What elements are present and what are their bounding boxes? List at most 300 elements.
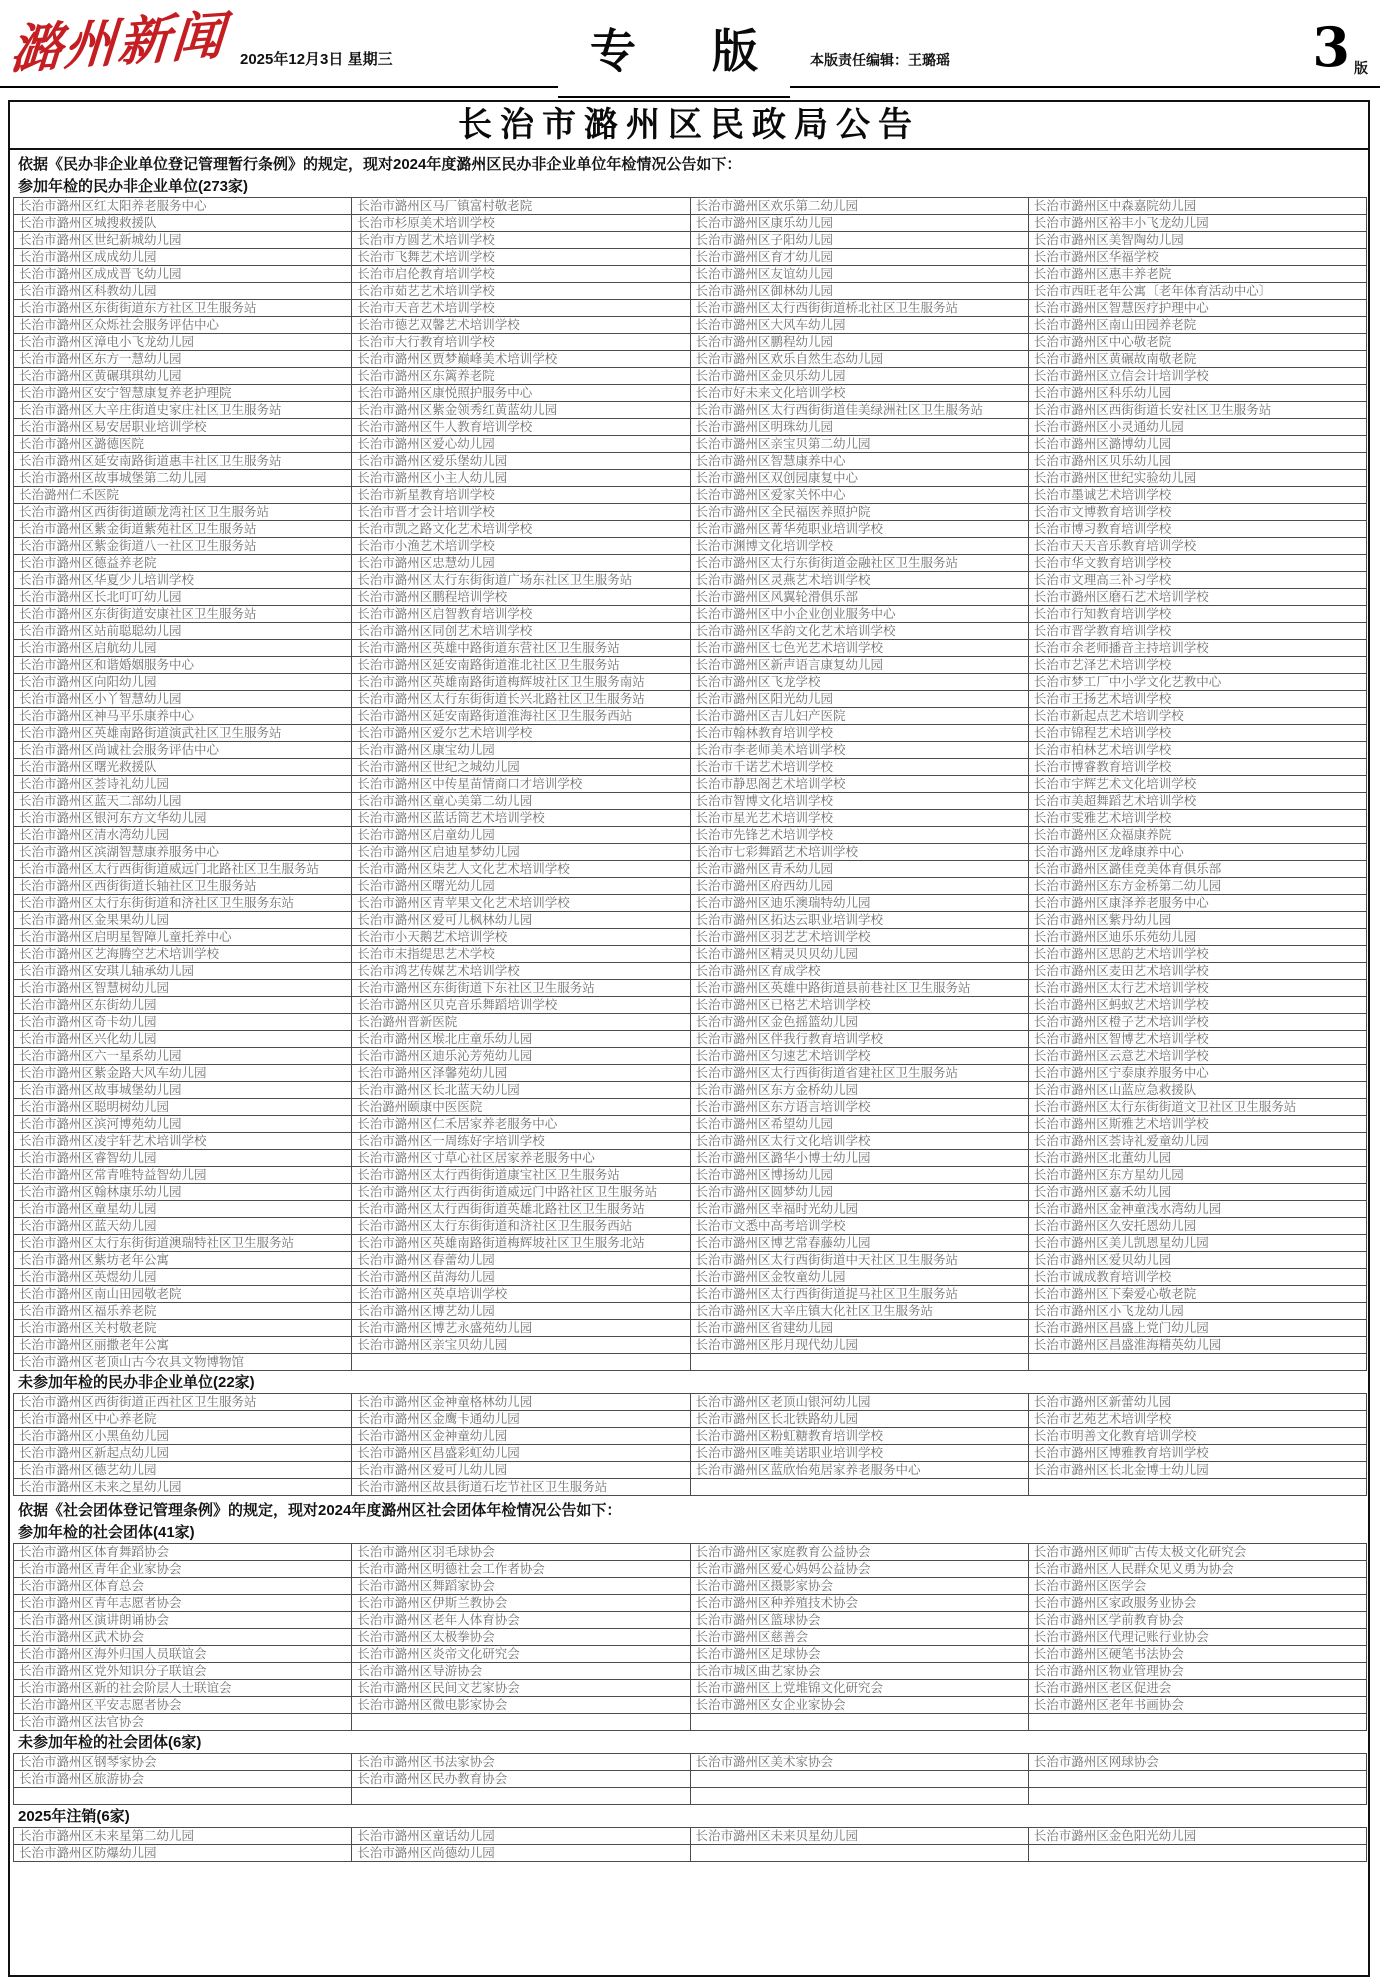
table-cell: 长治市潞州区仁禾居家养老服务中心 — [352, 1116, 690, 1133]
table-cell: 长治市潞州区龙峰康养中心 — [1028, 844, 1366, 861]
table-cell: 长治市潞州区师旷古传太极文化研究会 — [1028, 1544, 1366, 1561]
table-cell: 长治市潞州区迪乐乐苑幼儿园 — [1028, 929, 1366, 946]
table-cell: 长治市潞州区北董幼儿园 — [1028, 1150, 1366, 1167]
table-row — [14, 946, 1367, 963]
table-row — [14, 555, 1367, 572]
table-row — [14, 1428, 1367, 1445]
table-cell: 长治市晋学教育培训学校 — [1028, 623, 1366, 640]
table-cell: 长治市潞州区安琪儿轴承幼儿园 — [14, 963, 352, 980]
table-cell: 长治市潞州区蚂蚁艺术培训学校 — [1028, 997, 1366, 1014]
table-cell: 长治市墨诚艺术培训学校 — [1028, 487, 1366, 504]
table-shetuan-unchecked — [13, 1753, 1367, 1805]
table-cell: 长治市潞州区紫金街道八一社区卫生服务站 — [14, 538, 352, 555]
table-row — [14, 1235, 1367, 1252]
table-cell: 长治市先锋艺术培训学校 — [690, 827, 1028, 844]
table-cell: 长治市潞州区党外知识分子联谊会 — [14, 1663, 352, 1680]
table-cell: 长治市余老师播音主持培训学校 — [1028, 640, 1366, 657]
table-cell: 长治市潞州区老年书画协会 — [1028, 1697, 1366, 1714]
table-cell: 长治市潞州区久安托恩幼儿园 — [1028, 1218, 1366, 1235]
table-cell: 长治市潞州区未来贝星幼儿园 — [690, 1828, 1028, 1845]
table-cell: 长治市潞州区紫坊老年公寓 — [14, 1252, 352, 1269]
table-cell: 长治市潞州区大风车幼儿园 — [690, 317, 1028, 334]
table-cell — [1028, 1771, 1366, 1788]
table-cell: 长治市宇辉艺术文化培训学校 — [1028, 776, 1366, 793]
table-cell: 长治市潞州区欢乐第二幼儿园 — [690, 198, 1028, 215]
table-cell: 长治市潞州区英雄中路街道县前巷社区卫生服务站 — [690, 980, 1028, 997]
table-cell: 长治市好未来文化培训学校 — [690, 385, 1028, 402]
table-cell: 长治市潞州区蓝话筒艺术培训学校 — [352, 810, 690, 827]
table-cell: 长治市潞州区尚德幼儿园 — [352, 1845, 690, 1862]
table-cell: 长治市博睿教育培训学校 — [1028, 759, 1366, 776]
table-cell: 长治市潞州区云意艺术培训学校 — [1028, 1048, 1366, 1065]
table-row — [14, 1116, 1367, 1133]
table-row — [14, 640, 1367, 657]
table-cell: 长治市潞州区故事城堡幼儿园 — [14, 1082, 352, 1099]
table-row — [14, 1462, 1367, 1479]
table-row — [14, 1845, 1367, 1862]
table-cell: 长治市潞州区希望幼儿园 — [690, 1116, 1028, 1133]
table-row — [14, 317, 1367, 334]
table-cell: 长治市潞州区启童幼儿园 — [352, 827, 690, 844]
table-cell: 长治市潞州区太行西街街道威远门北路社区卫生服务站 — [14, 861, 352, 878]
table-cell: 长治市潞州区长北铁路幼儿园 — [690, 1411, 1028, 1428]
table-cell: 长治市潞州区凌宇轩艺术培训学校 — [14, 1133, 352, 1150]
table-cell: 长治潞州晋新医院 — [352, 1014, 690, 1031]
table-row — [14, 1354, 1367, 1371]
table-cell: 长治市潞州区太行东街街道长兴北路社区卫生服务站 — [352, 691, 690, 708]
table-cell: 长治市潞州区新声语言康复幼儿园 — [690, 657, 1028, 674]
table-cell: 长治市王扬艺术培训学校 — [1028, 691, 1366, 708]
table-cell: 长治市潞州区华韵文化艺术培训学校 — [690, 623, 1028, 640]
table-cell: 长治市潞州区众福康养院 — [1028, 827, 1366, 844]
table-row — [14, 1788, 1367, 1805]
table-cell: 长治市潞州区美术家协会 — [690, 1754, 1028, 1771]
table-cell: 长治市潞州区德益养老院 — [14, 555, 352, 572]
table-cell: 长治市潞州区福乐养老院 — [14, 1303, 352, 1320]
table-row — [14, 453, 1367, 470]
table-cell: 长治市潞州区女企业家协会 — [690, 1697, 1028, 1714]
table-cell: 长治市潞州区羽艺艺术培训学校 — [690, 929, 1028, 946]
table-cell: 长治市潞州区友谊幼儿园 — [690, 266, 1028, 283]
table-cell: 长治市潞州区金神童格林幼儿园 — [352, 1394, 690, 1411]
table-cell: 长治市潞州区金色阳光幼儿园 — [1028, 1828, 1366, 1845]
table-cell: 长治市潞州区和谐婚姻服务中心 — [14, 657, 352, 674]
table-cell: 长治市潞州区智慧康养中心 — [690, 453, 1028, 470]
table-cell: 长治市潞州区爱心幼儿园 — [352, 436, 690, 453]
table-cell: 长治市西旺老年公寓〔老年体育活动中心〕 — [1028, 283, 1366, 300]
table-cell: 长治市潞州区太行西街街道康宝社区卫生服务站 — [352, 1167, 690, 1184]
table-cell: 长治市潞州区明珠幼儿园 — [690, 419, 1028, 436]
table-cell: 长治市潞州区紫金街道紫苑社区卫生服务站 — [14, 521, 352, 538]
table-cell: 长治市潞州区成成晋飞幼儿园 — [14, 266, 352, 283]
table-cell: 长治市潞州区法官协会 — [14, 1714, 352, 1731]
table-cell: 长治潞州仁禾医院 — [14, 487, 352, 504]
table-cell: 长治市潞州区童话幼儿园 — [352, 1828, 690, 1845]
table-row — [14, 1082, 1367, 1099]
table-cell: 长治市晋才会计培训学校 — [352, 504, 690, 521]
table-row — [14, 232, 1367, 249]
table-cell: 长治市潞州区圆梦幼儿园 — [690, 1184, 1028, 1201]
table-cell: 长治市潞州区爱乐堡幼儿园 — [352, 453, 690, 470]
table-row — [14, 742, 1367, 759]
table-cell: 长治市潞州区站前聪聪幼儿园 — [14, 623, 352, 640]
table-cell: 长治市潞州区英雄南路街道演武社区卫生服务站 — [14, 725, 352, 742]
table-cell: 长治市潞州区上党堆锦文化研究会 — [690, 1680, 1028, 1697]
table-cell: 长治市潞州区磨石艺术培训学校 — [1028, 589, 1366, 606]
table-cell: 长治市潞州区康宝幼儿园 — [352, 742, 690, 759]
table-cell: 长治市潞州区康乐幼儿园 — [690, 215, 1028, 232]
table-cell: 长治市潞州区柒艺人文化艺术培训学校 — [352, 861, 690, 878]
table-cancelled-2025 — [13, 1827, 1367, 1862]
table-cell: 长治市潞州区老年人体育协会 — [352, 1612, 690, 1629]
table-cell: 长治市潞州区延安南路街道惠丰社区卫生服务站 — [14, 453, 352, 470]
table-cell: 长治市潞州区平安志愿者协会 — [14, 1697, 352, 1714]
table-row — [14, 1184, 1367, 1201]
table-cell: 长治市潞州区青年志愿者协会 — [14, 1595, 352, 1612]
table-cell: 长治市静思阁艺术培训学校 — [690, 776, 1028, 793]
table-cell: 长治市潞州区博艺永盛苑幼儿园 — [352, 1320, 690, 1337]
table-cell: 长治市潞州区漳电小飞龙幼儿园 — [14, 334, 352, 351]
table-cell: 长治市潞州区拓达云职业培训学校 — [690, 912, 1028, 929]
table-cell: 长治市潞州区故县街道石圪节社区卫生服务站 — [352, 1479, 690, 1496]
table-cell: 长治市潞州区蓝欣怡苑居家养老服务中心 — [690, 1462, 1028, 1479]
table-cell: 长治市城区曲艺家协会 — [690, 1663, 1028, 1680]
table-cell: 长治市潞州区双创园康复中心 — [690, 470, 1028, 487]
table-row — [14, 1663, 1367, 1680]
table-cell: 长治市潞州区博扬幼儿园 — [690, 1167, 1028, 1184]
table-cell: 长治市潞州区太行东街街道和济社区卫生服务西站 — [352, 1218, 690, 1235]
table-row — [14, 521, 1367, 538]
table-cell: 长治市潞州区启明星智障儿童托养中心 — [14, 929, 352, 946]
table-cell: 长治市潞州区斯雅艺术培训学校 — [1028, 1116, 1366, 1133]
table-cell: 长治市潞州区鹏程培训学校 — [352, 589, 690, 606]
table-cell: 长治市潞州区演讲朗诵协会 — [14, 1612, 352, 1629]
table-cell: 长治市鸿艺传媒艺术培训学校 — [352, 963, 690, 980]
table-cell: 长治市潞州区金贝乐幼儿园 — [690, 368, 1028, 385]
table-cell: 长治市潞州区东方语言培训学校 — [690, 1099, 1028, 1116]
table-cell — [352, 1714, 690, 1731]
table-cell: 长治市华文教育培训学校 — [1028, 555, 1366, 572]
table-cell: 长治市潞州区武术协会 — [14, 1629, 352, 1646]
table-cell: 长治市潞州区裕丰小飞龙幼儿园 — [1028, 215, 1366, 232]
table-cell: 长治市潞州区爱可儿幼儿园 — [352, 1462, 690, 1479]
table-cell: 长治市潞州区金神童浅水湾幼儿园 — [1028, 1201, 1366, 1218]
table-cell: 长治市潞州区家庭教育公益协会 — [690, 1544, 1028, 1561]
table-cell: 长治市潞州区阳光幼儿园 — [690, 691, 1028, 708]
table-cell: 长治市潞州区荟诗礼爱童幼儿园 — [1028, 1133, 1366, 1150]
table-cell: 长治市潞州区思韵艺术培训学校 — [1028, 946, 1366, 963]
table-cell: 长治市潞州区太行艺术培训学校 — [1028, 980, 1366, 997]
table-row — [14, 895, 1367, 912]
table-cell: 长治市潞州区防爆幼儿园 — [14, 1845, 352, 1862]
table-cell: 长治市潞州区滨湖智慧康养服务中心 — [14, 844, 352, 861]
table-cell: 长治市潞州区博艺常春藤幼儿园 — [690, 1235, 1028, 1252]
table-cell: 长治市梦工厂中小学文化艺教中心 — [1028, 674, 1366, 691]
table-cell — [1028, 1354, 1366, 1371]
table-cell: 长治市潞州区小黑鱼幼儿园 — [14, 1428, 352, 1445]
table-cell: 长治市潞州区粉虹糖教育培训学校 — [690, 1428, 1028, 1445]
table-row — [14, 1269, 1367, 1286]
table-cell: 长治市柏林艺术培训学校 — [1028, 742, 1366, 759]
table-cell: 长治市潞州区迪乐澳瑞特幼儿园 — [690, 895, 1028, 912]
table-cell: 长治市潞州区旅游协会 — [14, 1771, 352, 1788]
table-cell: 长治市潞州区慈善会 — [690, 1629, 1028, 1646]
table-cell: 长治市潞州区足球协会 — [690, 1646, 1028, 1663]
table-row — [14, 1771, 1367, 1788]
table-cell: 长治市凯之路文化艺术培训学校 — [352, 521, 690, 538]
table-cell: 长治市潞州区世纪新城幼儿园 — [14, 232, 352, 249]
table-cell: 长治市潞州区青禾幼儿园 — [690, 861, 1028, 878]
table-cell: 长治市美超舞蹈艺术培训学校 — [1028, 793, 1366, 810]
table-cell: 长治市潞州区南山田园养老院 — [1028, 317, 1366, 334]
table-cell: 长治市潞州区金果果幼儿园 — [14, 912, 352, 929]
table-cell: 长治市潞州区彤月现代幼儿园 — [690, 1337, 1028, 1354]
table-cell: 长治市潞州区黄碾故南敬老院 — [1028, 351, 1366, 368]
table-cell: 长治市潞州区延安南路街道淮北社区卫生服务站 — [352, 657, 690, 674]
table-cell: 长治市潞州区东方金桥幼儿园 — [690, 1082, 1028, 1099]
table-cell: 长治市潞州区下秦爱心敬老院 — [1028, 1286, 1366, 1303]
table-cell: 长治市潞州区宁泰康养服务中心 — [1028, 1065, 1366, 1082]
table-cell: 长治市潞州区迪乐沁芳苑幼儿园 — [352, 1048, 690, 1065]
table-cell — [1028, 1845, 1366, 1862]
table-cell — [1028, 1479, 1366, 1496]
table-cell: 长治市潞州区曙光幼儿园 — [352, 878, 690, 895]
table-row — [14, 674, 1367, 691]
table-shetuan-checked — [13, 1543, 1367, 1731]
table-row — [14, 504, 1367, 521]
table-cell: 长治市潞州区易安居职业培训学校 — [14, 419, 352, 436]
table-cell: 长治市潞州区太行西街街道佳美绿洲社区卫生服务站 — [690, 402, 1028, 419]
table-cell: 长治市杉原美术培训学校 — [352, 215, 690, 232]
table-row — [14, 912, 1367, 929]
table-cell: 长治市潞州区科乐幼儿园 — [1028, 385, 1366, 402]
table-cell: 长治市潞州区灵燕艺术培训学校 — [690, 572, 1028, 589]
table-cell: 长治市潞州区英雄南路街道梅辉坡社区卫生服务南站 — [352, 674, 690, 691]
table-row — [14, 725, 1367, 742]
table-cell — [690, 1771, 1028, 1788]
table-cell: 长治市潞州区嘉禾幼儿园 — [1028, 1184, 1366, 1201]
table-cell: 长治市潞州区康泽养老服务中心 — [1028, 895, 1366, 912]
table-cell: 长治市潞州区兴化幼儿园 — [14, 1031, 352, 1048]
table-row — [14, 657, 1367, 674]
table-cell: 长治市渊博文化培训学校 — [690, 538, 1028, 555]
table-cell — [1028, 1788, 1366, 1805]
table-row — [14, 249, 1367, 266]
table-cell: 长治市潞州区省建幼儿园 — [690, 1320, 1028, 1337]
table-cell: 长治市潞州区华福学校 — [1028, 249, 1366, 266]
table-row — [14, 1629, 1367, 1646]
table-cell: 长治市潞州区爱贝幼儿园 — [1028, 1252, 1366, 1269]
table-cell: 长治市大行教育培训学校 — [352, 334, 690, 351]
table-row — [14, 283, 1367, 300]
table-cell: 长治市潞州区紫金领秀红黄蓝幼儿园 — [352, 402, 690, 419]
table-cell: 长治市潞州区安宁智慧康复养老护理院 — [14, 385, 352, 402]
table-row — [14, 1561, 1367, 1578]
table-cell: 长治市潞州区东篱养老院 — [352, 368, 690, 385]
table-cell: 长治市潞州区潞博幼儿园 — [1028, 436, 1366, 453]
table-row — [14, 878, 1367, 895]
table-row — [14, 1167, 1367, 1184]
table-cell: 长治市潞州区匀速艺术培训学校 — [690, 1048, 1028, 1065]
table-cell: 长治市潞州区德艺幼儿园 — [14, 1462, 352, 1479]
table-row — [14, 368, 1367, 385]
table-cell: 长治市潞州区太行东街街道澳瑞特社区卫生服务站 — [14, 1235, 352, 1252]
table-cell: 长治市潞州区七色光艺术培训学校 — [690, 640, 1028, 657]
table-cell: 长治市潞州区物业管理协会 — [1028, 1663, 1366, 1680]
table-cell: 长治市潞州区西街街道长轴社区卫生服务站 — [14, 878, 352, 895]
table-cell: 长治市潞州区东方星幼儿园 — [1028, 1167, 1366, 1184]
table-cell: 长治市潞州区惠丰养老院 — [1028, 266, 1366, 283]
table-cell: 长治市潞州区唯美诺职业培训学校 — [690, 1445, 1028, 1462]
table-cell: 长治市智博文化培训学校 — [690, 793, 1028, 810]
table-cell: 长治市文博教育培训学校 — [1028, 504, 1366, 521]
table-cell: 长治市天天音乐教育培训学校 — [1028, 538, 1366, 555]
table-row — [14, 1394, 1367, 1411]
table-cell: 长治市潞州区成成幼儿园 — [14, 249, 352, 266]
table-row — [14, 419, 1367, 436]
table-cell: 长治市潞州区童心美第二幼儿园 — [352, 793, 690, 810]
table-cell: 长治市潞州区新起点幼儿园 — [14, 1445, 352, 1462]
table-row — [14, 1337, 1367, 1354]
edition-label: 专 版 — [589, 24, 788, 78]
table-row — [14, 759, 1367, 776]
table-row — [14, 1646, 1367, 1663]
table-cell: 长治市潞州区寸草心社区居家养老服务中心 — [352, 1150, 690, 1167]
table-cell: 长治市潞州区丽撒老年公寓 — [14, 1337, 352, 1354]
table-minban-checked — [13, 197, 1367, 1371]
table-cell: 长治市潞州区太行西街街道捉马社区卫生服务站 — [690, 1286, 1028, 1303]
table-cell: 长治市潞州区翰林康乐幼儿园 — [14, 1184, 352, 1201]
table-cell: 长治市潞州区摄影家协会 — [690, 1578, 1028, 1595]
table-cell: 长治市千诺艺术培训学校 — [690, 759, 1028, 776]
table-cell: 长治市潞州区新蕾幼儿园 — [1028, 1394, 1366, 1411]
table-cell: 长治市潞州区育才幼儿园 — [690, 249, 1028, 266]
table-cell: 长治市潞州区世纪实验幼儿园 — [1028, 470, 1366, 487]
table-cell: 长治市潞州区欢乐自然生态幼儿园 — [690, 351, 1028, 368]
table-row — [14, 334, 1367, 351]
table-cell: 长治市潞州区红太阳养老服务中心 — [14, 198, 352, 215]
table-cell: 长治市潞州区新的社会阶层人士联谊会 — [14, 1680, 352, 1697]
table-cell: 长治市潞州区尚诚社会服务评估中心 — [14, 742, 352, 759]
table-row — [14, 929, 1367, 946]
table-row — [14, 1680, 1367, 1697]
table-cell: 长治市潞州区博雅教育培训学校 — [1028, 1445, 1366, 1462]
table-cell: 长治市潞州区东街幼儿园 — [14, 997, 352, 1014]
table-row — [14, 1252, 1367, 1269]
table-row — [14, 776, 1367, 793]
table-cell: 长治市潞州区中小企业创业服务中心 — [690, 606, 1028, 623]
table-row — [14, 691, 1367, 708]
table-cell: 长治市雯雅艺术培训学校 — [1028, 810, 1366, 827]
table-cell: 长治市潞州区中心敬老院 — [1028, 334, 1366, 351]
newspaper-logo: 潞州新闻 — [8, 4, 229, 82]
table-cell: 长治市潞州区太行东街街道金融社区卫生服务站 — [690, 555, 1028, 572]
table-cell: 长治市潞州区故事城堡第二幼儿园 — [14, 470, 352, 487]
table-cell: 长治市潞州区同创艺术培训学校 — [352, 623, 690, 640]
table-cell: 长治市潞州区长北蓝天幼儿园 — [352, 1082, 690, 1099]
table-row — [14, 1697, 1367, 1714]
table-cell: 长治市潞州区英雄南路街道梅辉坡社区卫生服务北站 — [352, 1235, 690, 1252]
table-row — [14, 1303, 1367, 1320]
table-row — [14, 963, 1367, 980]
table-cell: 长治市潞州区东街街道下东社区卫生服务站 — [352, 980, 690, 997]
table-cell: 长治市潞州区爱家关怀中心 — [690, 487, 1028, 504]
table-cell: 长治市潞州区青苹果文化艺术培训学校 — [352, 895, 690, 912]
table-cell: 长治市潞州区伊斯兰教协会 — [352, 1595, 690, 1612]
section-heading-cancelled-2025: 2025年注销(6家) — [18, 1808, 130, 1825]
table-cell: 长治市潞州区金牧童幼儿园 — [690, 1269, 1028, 1286]
table-cell: 长治市方圆艺术培训学校 — [352, 232, 690, 249]
table-cell: 长治市潞州区山蓝应急救援队 — [1028, 1082, 1366, 1099]
table-cell: 长治市潞州区智博艺术培训学校 — [1028, 1031, 1366, 1048]
table-cell: 长治市潞州区泽馨苑幼儿园 — [352, 1065, 690, 1082]
table-cell: 长治市潞州区清水湾幼儿园 — [14, 827, 352, 844]
table-row — [14, 436, 1367, 453]
table-cell: 长治市潞州区鹏程幼儿园 — [690, 334, 1028, 351]
table-cell: 长治市潞州区西街街道颐龙湾社区卫生服务站 — [14, 504, 352, 521]
table-cell: 长治市潞州区炎帝文化研究会 — [352, 1646, 690, 1663]
table-cell: 长治市潞州区立信会计培训学校 — [1028, 368, 1366, 385]
table-cell — [690, 1845, 1028, 1862]
table-cell: 长治市七彩舞蹈艺术培训学校 — [690, 844, 1028, 861]
table-cell: 长治市潞州区奇卡幼儿园 — [14, 1014, 352, 1031]
table-cell: 长治市潞州区苗海幼儿园 — [352, 1269, 690, 1286]
table-cell: 长治市潞州区子阳幼儿园 — [690, 232, 1028, 249]
table-cell: 长治市潞州区吉儿妇产医院 — [690, 708, 1028, 725]
table-cell: 长治市潞州区牛人教育培训学校 — [352, 419, 690, 436]
table-row — [14, 708, 1367, 725]
table-cell: 长治市潞州区明德社会工作者协会 — [352, 1561, 690, 1578]
table-row — [14, 1714, 1367, 1731]
table-cell: 长治市潞州区美智陶幼儿园 — [1028, 232, 1366, 249]
table-row — [14, 1411, 1367, 1428]
table-row — [14, 997, 1367, 1014]
intro-shetuan: 依据《社会团体登记管理条例》的规定，现对2024年度潞州区社会团体年检情况公告如下： — [18, 1502, 622, 1519]
table-cell: 长治市潞州区橙子艺术培训学校 — [1028, 1014, 1366, 1031]
table-row — [14, 1286, 1367, 1303]
table-cell: 长治市潞州区爱心妈妈公益协会 — [690, 1561, 1028, 1578]
table-cell — [1028, 1714, 1366, 1731]
table-cell: 长治市潞州区篮球协会 — [690, 1612, 1028, 1629]
table-cell: 长治市潞州区紫丹幼儿园 — [1028, 912, 1366, 929]
table-cell: 长治市潞州区向阳幼儿园 — [14, 674, 352, 691]
table-cell: 长治市潞州区聪明树幼儿园 — [14, 1099, 352, 1116]
table-cell: 长治市潞州区贝乐幼儿园 — [1028, 453, 1366, 470]
table-cell: 长治市小渔艺术培训学校 — [352, 538, 690, 555]
table-cell: 长治市潞州区小灵通幼儿园 — [1028, 419, 1366, 436]
table-cell: 长治市诚成教育培训学校 — [1028, 1269, 1366, 1286]
table-cell: 长治市潞州区滨河博苑幼儿园 — [14, 1116, 352, 1133]
table-cell: 长治市潞州区西街街道长安社区卫生服务站 — [1028, 402, 1366, 419]
table-cell: 长治市潞州区羽毛球协会 — [352, 1544, 690, 1561]
table-cell: 长治市星光艺术培训学校 — [690, 810, 1028, 827]
table-row — [14, 572, 1367, 589]
edition-box — [558, 14, 790, 98]
table-cell: 长治市潞州区医学会 — [1028, 1578, 1366, 1595]
table-cell: 长治市潞州区青年企业家协会 — [14, 1561, 352, 1578]
intro-minban: 依据《民办非企业单位登记管理暂行条例》的规定，现对2024年度潞州区民办非企业单位年检情况公告如下： — [18, 156, 742, 173]
table-row — [14, 606, 1367, 623]
table-cell: 长治市潞州区城搜救援队 — [14, 215, 352, 232]
table-cell: 长治市明善文化教育培训学校 — [1028, 1428, 1366, 1445]
page-header — [0, 0, 1380, 100]
table-cell: 长治市潞州区英雄中路街道东营社区卫生服务站 — [352, 640, 690, 657]
table-cell — [690, 1788, 1028, 1805]
table-cell: 长治市潞州区体育舞蹈协会 — [14, 1544, 352, 1561]
table-cell: 长治市潞州区网球协会 — [1028, 1754, 1366, 1771]
table-cell: 长治市潞州区民间文艺家协会 — [352, 1680, 690, 1697]
table-cell: 长治市潞州区智慧树幼儿园 — [14, 980, 352, 997]
